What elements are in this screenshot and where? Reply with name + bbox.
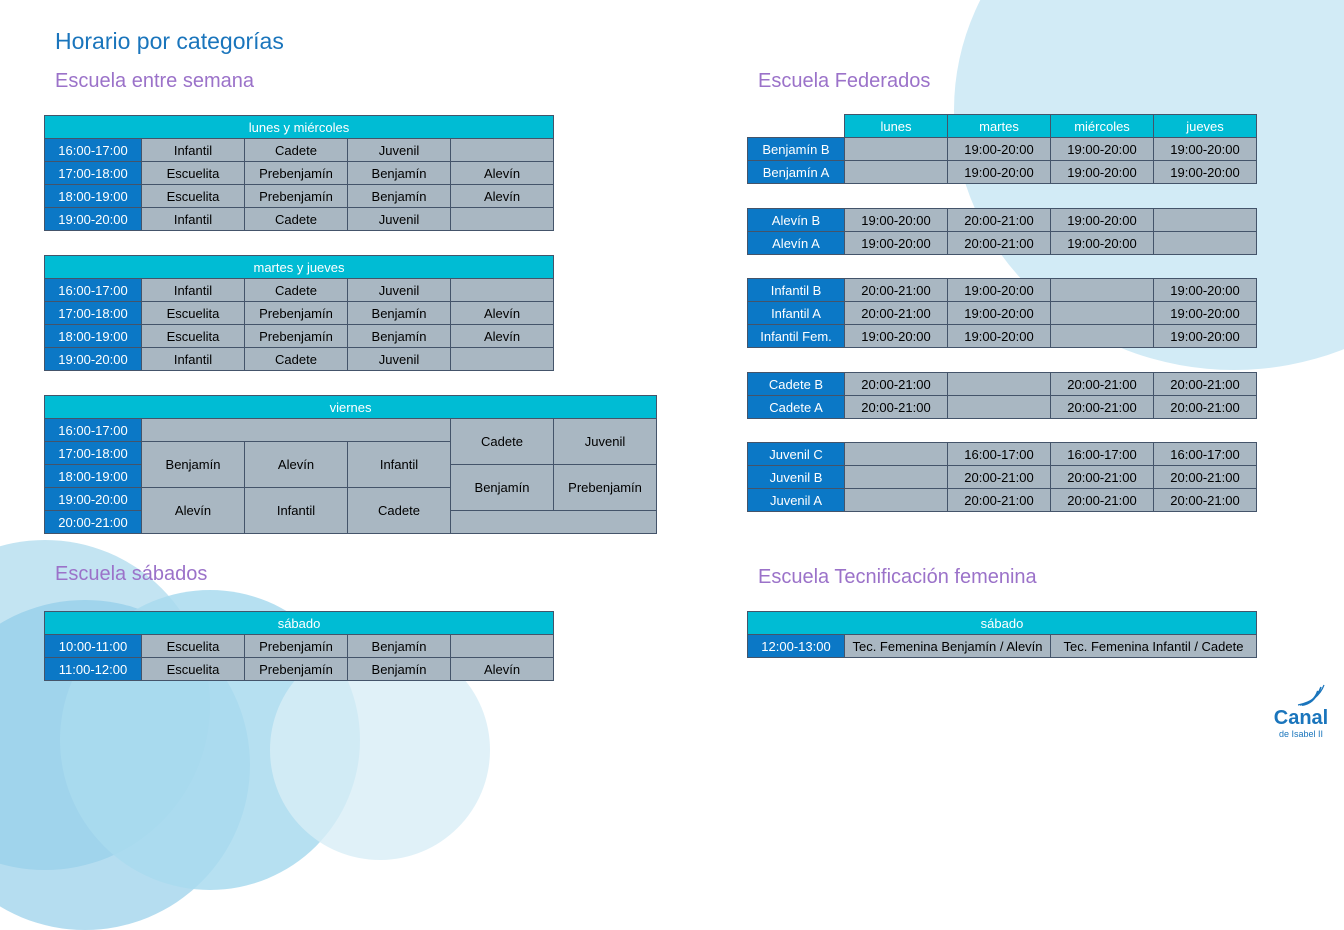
- empty-cell: [451, 511, 657, 534]
- table-row: [748, 279, 1257, 302]
- time-slot: 19:00-20:00: [845, 232, 948, 255]
- time-cell: 18:00-19:00: [45, 465, 142, 488]
- category-cell: Infantil: [348, 442, 451, 488]
- category-cell: Infantil: [142, 139, 245, 162]
- table-row: [45, 635, 554, 658]
- category-cell: [451, 208, 554, 231]
- logo-subtitle: de Isabel II: [1278, 729, 1324, 739]
- time-cell: 11:00-12:00: [45, 658, 142, 681]
- time-cell: 16:00-17:00: [45, 419, 142, 442]
- category-label: Juvenil B: [748, 466, 845, 489]
- time-slot: 19:00-20:00: [1154, 161, 1257, 184]
- category-label: Benjamín A: [748, 161, 845, 184]
- time-slot: 19:00-20:00: [948, 279, 1051, 302]
- time-slot: [845, 161, 948, 184]
- time-slot: 19:00-20:00: [1051, 209, 1154, 232]
- time-slot: [948, 396, 1051, 419]
- category-label: Infantil B: [748, 279, 845, 302]
- table-row: [748, 396, 1257, 419]
- blank-header: [748, 115, 845, 138]
- day-header: miércoles: [1051, 115, 1154, 138]
- time-slot: 20:00-21:00: [845, 373, 948, 396]
- table-row: [45, 208, 554, 231]
- saturday-heading: Escuela sábados: [55, 563, 208, 585]
- canal-logo: [1270, 683, 1332, 743]
- category-cell: Prebenjamín: [245, 325, 348, 348]
- time-slot: [1051, 302, 1154, 325]
- category-cell: Prebenjamín: [245, 162, 348, 185]
- tecnificacion-heading: Escuela Tecnificación femenina: [758, 566, 1037, 588]
- category-cell: Benjamín: [348, 302, 451, 325]
- time-cell: 17:00-18:00: [45, 302, 142, 325]
- category-cell: Tec. Femenina Infantil / Cadete: [1051, 635, 1257, 658]
- time-slot: 20:00-21:00: [1051, 396, 1154, 419]
- table-row: [45, 162, 554, 185]
- time-slot: 20:00-21:00: [948, 466, 1051, 489]
- monwed-table: [44, 115, 554, 231]
- category-cell: Prebenjamín: [245, 185, 348, 208]
- time-slot: 20:00-21:00: [1154, 396, 1257, 419]
- category-cell: Infantil: [142, 348, 245, 371]
- time-slot: 20:00-21:00: [845, 279, 948, 302]
- category-cell: Escuelita: [142, 162, 245, 185]
- category-cell: Juvenil: [348, 139, 451, 162]
- time-slot: 20:00-21:00: [1154, 466, 1257, 489]
- table-header: viernes: [45, 396, 657, 419]
- category-cell: Benjamín: [348, 325, 451, 348]
- day-header: lunes: [845, 115, 948, 138]
- time-cell: 10:00-11:00: [45, 635, 142, 658]
- category-cell: Cadete: [451, 419, 554, 465]
- tuethu-table: [44, 255, 554, 371]
- category-cell: Benjamín: [348, 185, 451, 208]
- saturday-table: [44, 611, 554, 681]
- federated-cadete-table: [747, 372, 1257, 419]
- time-slot: 20:00-21:00: [1051, 466, 1154, 489]
- time-slot: 19:00-20:00: [948, 138, 1051, 161]
- time-cell: 16:00-17:00: [45, 139, 142, 162]
- table-row: [748, 232, 1257, 255]
- category-cell: Prebenjamín: [245, 658, 348, 681]
- tecnificacion-table: [747, 611, 1257, 658]
- table-row: [748, 635, 1257, 658]
- category-cell: [451, 348, 554, 371]
- table-row: [45, 325, 554, 348]
- category-cell: Alevín: [451, 162, 554, 185]
- table-row: [748, 443, 1257, 466]
- category-cell: Juvenil: [554, 419, 657, 465]
- category-cell: Cadete: [245, 279, 348, 302]
- table-header: lunes y miércoles: [45, 116, 554, 139]
- category-label: Benjamín B: [748, 138, 845, 161]
- time-slot: [845, 443, 948, 466]
- table-row: [45, 302, 554, 325]
- empty-cell: [142, 419, 451, 442]
- time-cell: 19:00-20:00: [45, 488, 142, 511]
- category-label: Cadete B: [748, 373, 845, 396]
- category-cell: Juvenil: [348, 348, 451, 371]
- table-row: [748, 489, 1257, 512]
- time-slot: [1051, 279, 1154, 302]
- time-cell: 17:00-18:00: [45, 442, 142, 465]
- page-title: Horario por categorías: [55, 28, 284, 54]
- category-cell: [451, 635, 554, 658]
- category-cell: Juvenil: [348, 208, 451, 231]
- table-row: [748, 302, 1257, 325]
- table-row: [748, 466, 1257, 489]
- federated-infantil-table: [747, 278, 1257, 348]
- category-cell: Infantil: [245, 488, 348, 534]
- category-cell: [451, 279, 554, 302]
- category-cell: Cadete: [245, 348, 348, 371]
- time-slot: 19:00-20:00: [948, 302, 1051, 325]
- time-cell: 18:00-19:00: [45, 185, 142, 208]
- category-cell: Infantil: [142, 279, 245, 302]
- table-header: sábado: [748, 612, 1257, 635]
- time-slot: 20:00-21:00: [1154, 489, 1257, 512]
- time-slot: 20:00-21:00: [1051, 373, 1154, 396]
- table-row: [748, 161, 1257, 184]
- time-slot: 19:00-20:00: [1051, 232, 1154, 255]
- table-row: [45, 658, 554, 681]
- time-slot: [1154, 232, 1257, 255]
- federated-juvenil-table: [747, 442, 1257, 512]
- time-slot: 20:00-21:00: [1154, 373, 1257, 396]
- category-label: Juvenil A: [748, 489, 845, 512]
- table-row: [748, 325, 1257, 348]
- table-row: [45, 139, 554, 162]
- day-header: jueves: [1154, 115, 1257, 138]
- time-cell: 20:00-21:00: [45, 511, 142, 534]
- time-slot: 19:00-20:00: [948, 325, 1051, 348]
- time-cell: 18:00-19:00: [45, 325, 142, 348]
- table-header: sábado: [45, 612, 554, 635]
- category-cell: Escuelita: [142, 658, 245, 681]
- category-cell: Infantil: [142, 208, 245, 231]
- time-slot: 19:00-20:00: [1051, 138, 1154, 161]
- table-row: [45, 279, 554, 302]
- category-label: Cadete A: [748, 396, 845, 419]
- category-cell: Alevín: [142, 488, 245, 534]
- category-label: Alevín B: [748, 209, 845, 232]
- category-cell: Benjamín: [348, 635, 451, 658]
- category-cell: Alevín: [451, 185, 554, 208]
- table-row: [748, 209, 1257, 232]
- category-cell: Benjamín: [451, 465, 554, 511]
- time-slot: 20:00-21:00: [845, 396, 948, 419]
- time-slot: 16:00-17:00: [948, 443, 1051, 466]
- federated-table: [747, 114, 1257, 184]
- time-slot: 19:00-20:00: [1154, 325, 1257, 348]
- category-label: Juvenil C: [748, 443, 845, 466]
- table-header: martes y jueves: [45, 256, 554, 279]
- category-label: Alevín A: [748, 232, 845, 255]
- category-cell: Alevín: [451, 302, 554, 325]
- table-row: [45, 185, 554, 208]
- federated-alevin-table: [747, 208, 1257, 255]
- waves-icon: [1270, 683, 1332, 709]
- time-slot: 19:00-20:00: [1154, 279, 1257, 302]
- category-cell: Cadete: [245, 208, 348, 231]
- table-row: [748, 138, 1257, 161]
- category-cell: Prebenjamín: [245, 635, 348, 658]
- logo-word: Canal: [1273, 707, 1329, 729]
- time-slot: [1154, 209, 1257, 232]
- time-slot: 20:00-21:00: [845, 302, 948, 325]
- category-cell: Escuelita: [142, 185, 245, 208]
- category-cell: Cadete: [348, 488, 451, 534]
- time-slot: 19:00-20:00: [1154, 302, 1257, 325]
- category-cell: Prebenjamín: [554, 465, 657, 511]
- time-slot: [845, 138, 948, 161]
- time-slot: [1051, 325, 1154, 348]
- category-cell: Escuelita: [142, 302, 245, 325]
- category-cell: Benjamín: [142, 442, 245, 488]
- time-slot: 19:00-20:00: [845, 209, 948, 232]
- time-slot: 20:00-21:00: [948, 232, 1051, 255]
- category-cell: Prebenjamín: [245, 302, 348, 325]
- time-slot: 19:00-20:00: [845, 325, 948, 348]
- time-slot: 16:00-17:00: [1051, 443, 1154, 466]
- category-cell: Escuelita: [142, 325, 245, 348]
- time-cell: 19:00-20:00: [45, 348, 142, 371]
- category-cell: Benjamín: [348, 162, 451, 185]
- time-slot: [845, 466, 948, 489]
- friday-table: [44, 395, 657, 534]
- time-slot: [845, 489, 948, 512]
- table-row: [45, 419, 657, 442]
- category-cell: Escuelita: [142, 635, 245, 658]
- table-row: [45, 348, 554, 371]
- day-header: martes: [948, 115, 1051, 138]
- category-label: Infantil Fem.: [748, 325, 845, 348]
- time-slot: 20:00-21:00: [948, 489, 1051, 512]
- category-cell: Cadete: [245, 139, 348, 162]
- category-cell: Alevín: [451, 658, 554, 681]
- time-slot: 16:00-17:00: [1154, 443, 1257, 466]
- time-slot: [948, 373, 1051, 396]
- time-slot: 20:00-21:00: [1051, 489, 1154, 512]
- category-label: Infantil A: [748, 302, 845, 325]
- time-slot: 19:00-20:00: [948, 161, 1051, 184]
- federated-heading: Escuela Federados: [758, 70, 931, 92]
- time-cell: 19:00-20:00: [45, 208, 142, 231]
- category-cell: Alevín: [245, 442, 348, 488]
- time-slot: 19:00-20:00: [1051, 161, 1154, 184]
- category-cell: Tec. Femenina Benjamín / Alevín: [845, 635, 1051, 658]
- weekday-heading: Escuela entre semana: [55, 70, 255, 92]
- time-cell: 12:00-13:00: [748, 635, 845, 658]
- category-cell: Juvenil: [348, 279, 451, 302]
- table-row: [748, 373, 1257, 396]
- time-cell: 17:00-18:00: [45, 162, 142, 185]
- time-slot: 19:00-20:00: [1154, 138, 1257, 161]
- time-slot: 20:00-21:00: [948, 209, 1051, 232]
- category-cell: Benjamín: [348, 658, 451, 681]
- category-cell: [451, 139, 554, 162]
- category-cell: Alevín: [451, 325, 554, 348]
- time-cell: 16:00-17:00: [45, 279, 142, 302]
